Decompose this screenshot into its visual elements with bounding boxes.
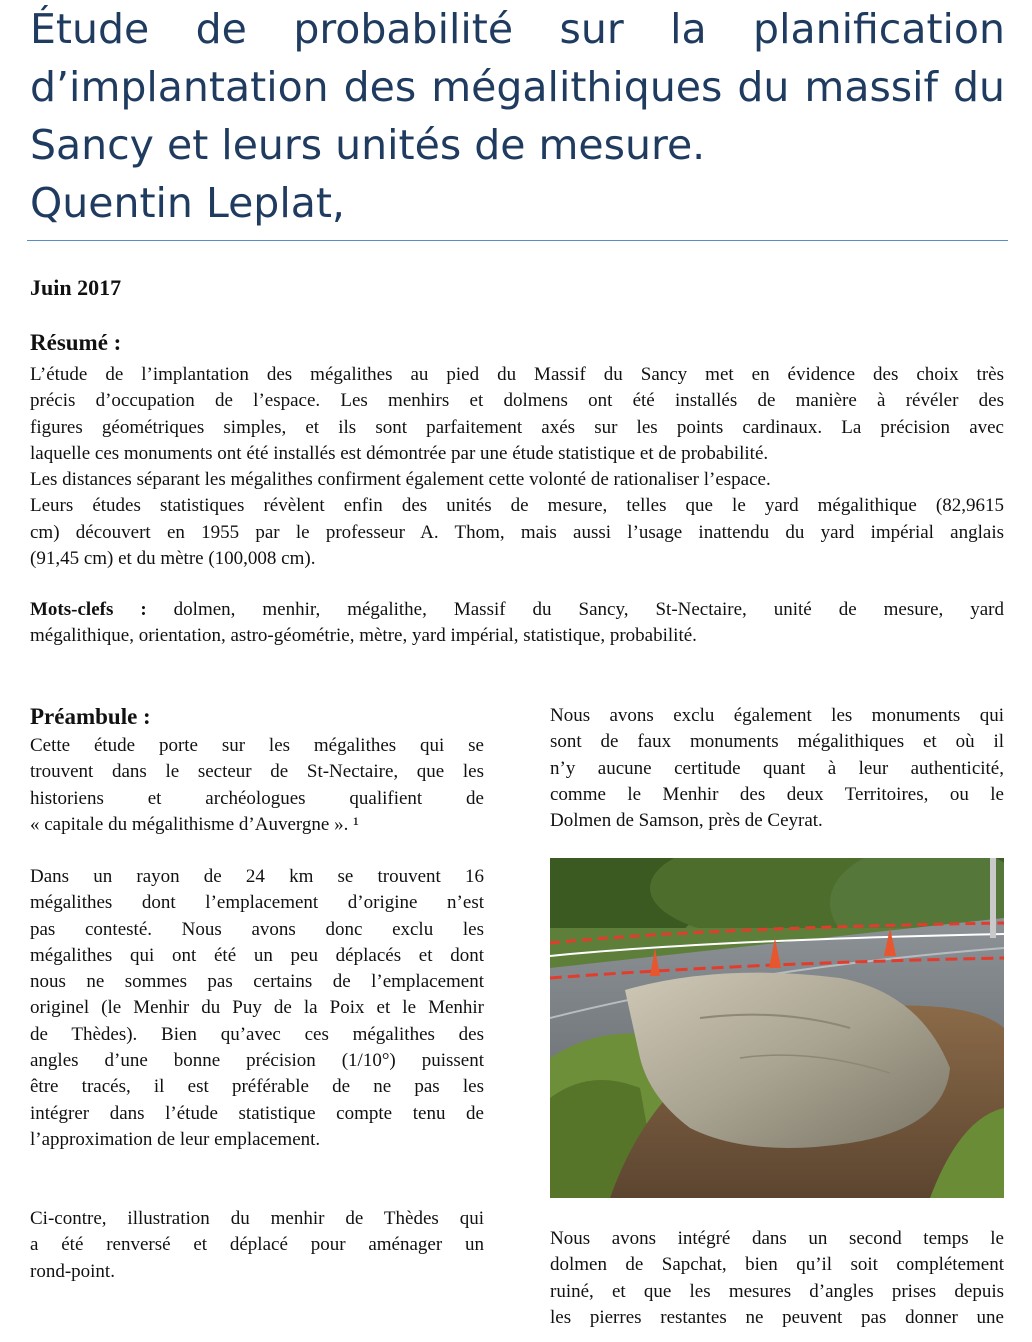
text-line: sont de faux monuments mégalithiques et où il <box>550 731 1004 753</box>
text-line: comme le Menhir des deux Territoires, ou le <box>550 783 1004 805</box>
text-line: originel (le Menhir du Puy de la Poix et le Menhir <box>30 997 484 1019</box>
text-line: angles d’une bonne précision (1/10°) puissent <box>30 1050 484 1072</box>
text-line: mégalithes qui ont été un peu déplacés et dont <box>30 944 484 966</box>
title-line: Étude de probabilité sur la planification <box>30 5 1005 53</box>
text-line: ruiné, et que les mesures d’angles prises depuis <box>550 1280 1004 1302</box>
resume-line: L’étude de l’implantation des mégalithes au pied du Massif du Sancy met en évidence des choix très <box>30 364 1004 385</box>
resume-line: (91,45 cm) et du mètre (100,008 cm). <box>30 548 316 570</box>
resume-line: Leurs études statistiques révèlent enfin des unités de mesure, telles que le yard mégalithique (82,9615 <box>30 495 1004 517</box>
menhir-photo <box>550 858 1004 1198</box>
text-line: intégrer dans l’étude statistique compte tenu de <box>30 1102 484 1124</box>
text-line: mégalithes dont l’emplacement d’origine n’est <box>30 892 484 914</box>
text-line: trouvent dans le secteur de St-Nectaire, que les <box>30 761 484 783</box>
text-line: Nous avons intégré dans un second temps le <box>550 1228 1004 1249</box>
preambule-heading: Préambule : <box>30 704 151 729</box>
preambule-paragraph-1 <box>30 733 484 838</box>
right-paragraph-2 <box>550 1226 1004 1331</box>
text-line: n’y aucune certitude quant à leur authenticité, <box>550 757 1004 779</box>
text-line: dolmen de Sapchat, bien qu’il soit complétement <box>550 1254 1004 1276</box>
author-line: Quentin Leplat, <box>30 179 345 227</box>
text-line: de Thèdes). Bien qu’avec ces mégalithes des <box>30 1023 484 1045</box>
text-line: les pierres restantes ne peuvent pas donner une <box>550 1306 1004 1328</box>
text-line: Cette étude porte sur les mégalithes qui se <box>30 735 484 756</box>
text-line: nous ne sommes pas certains de l’emplacement <box>30 971 484 993</box>
resume-line: figures géométriques simples, et ils sont parfaitement axés sur les points cardinaux. La précision avec <box>30 416 1004 438</box>
text-line: historiens et archéologues qualifient de <box>30 787 484 809</box>
text-line: Dolmen de Samson, près de Ceyrat. <box>550 810 823 832</box>
text-line: a été renversé et déplacé pour aménager un <box>30 1234 484 1256</box>
text-line: « capitale du mégalithisme d’Auvergne ». ¹ <box>30 813 359 835</box>
resume-line: cm) découvert en 1955 par le professeur A. Thom, mais aussi l’usage inattendu du yard impérial anglais <box>30 521 1004 543</box>
keywords-label: Mots-clefs : <box>30 599 147 620</box>
text-line: Dans un rayon de 24 km se trouvent 16 <box>30 866 484 887</box>
text-line: l’approximation de leur emplacement. <box>30 1128 321 1150</box>
resume-line: précis d’occupation de l’espace. Les menhirs et dolmens ont été installés de manière à révéler des <box>30 390 1004 412</box>
text-line: pas contesté. Nous avons donc exclu les <box>30 918 484 940</box>
text-line: Nous avons exclu également les monuments qui <box>550 705 1004 726</box>
preambule-paragraph-3 <box>30 1206 484 1285</box>
resume-line: Les distances séparant les mégalithes confirment également cette volonté de rationaliser l’espace. <box>30 469 771 491</box>
keywords-line: mégalithique, orientation, astro-géométrie, mètre, yard impérial, statistique, probabilité. <box>30 625 697 647</box>
resume-heading: Résumé : <box>30 330 122 355</box>
publication-date: Juin 2017 <box>30 275 122 300</box>
text-line: rond-point. <box>30 1260 115 1282</box>
text-line: être tracés, il est préférable de ne pas les <box>30 1076 484 1098</box>
keywords-text: dolmen, menhir, mégalithe, Massif du Sancy, St-Nectaire, unité de mesure, yard <box>173 599 1004 620</box>
title-line: d’implantation des mégalithiques du massif du <box>30 63 1005 111</box>
title-line: Sancy et leurs unités de mesure. <box>30 121 706 169</box>
preambule-paragraph-2 <box>30 864 484 1153</box>
right-paragraph-1 <box>550 703 1004 834</box>
resume-line: laquelle ces monuments ont été installés est démontrée par une étude statistique et de probabilité. <box>30 442 769 464</box>
text-line: Ci-contre, illustration du menhir de Thèdes qui <box>30 1208 484 1229</box>
keywords-paragraph <box>30 597 1004 650</box>
keywords-line <box>30 597 1004 623</box>
paper-title <box>30 0 1005 232</box>
title-divider <box>27 240 1008 241</box>
resume-paragraph <box>30 362 1004 572</box>
